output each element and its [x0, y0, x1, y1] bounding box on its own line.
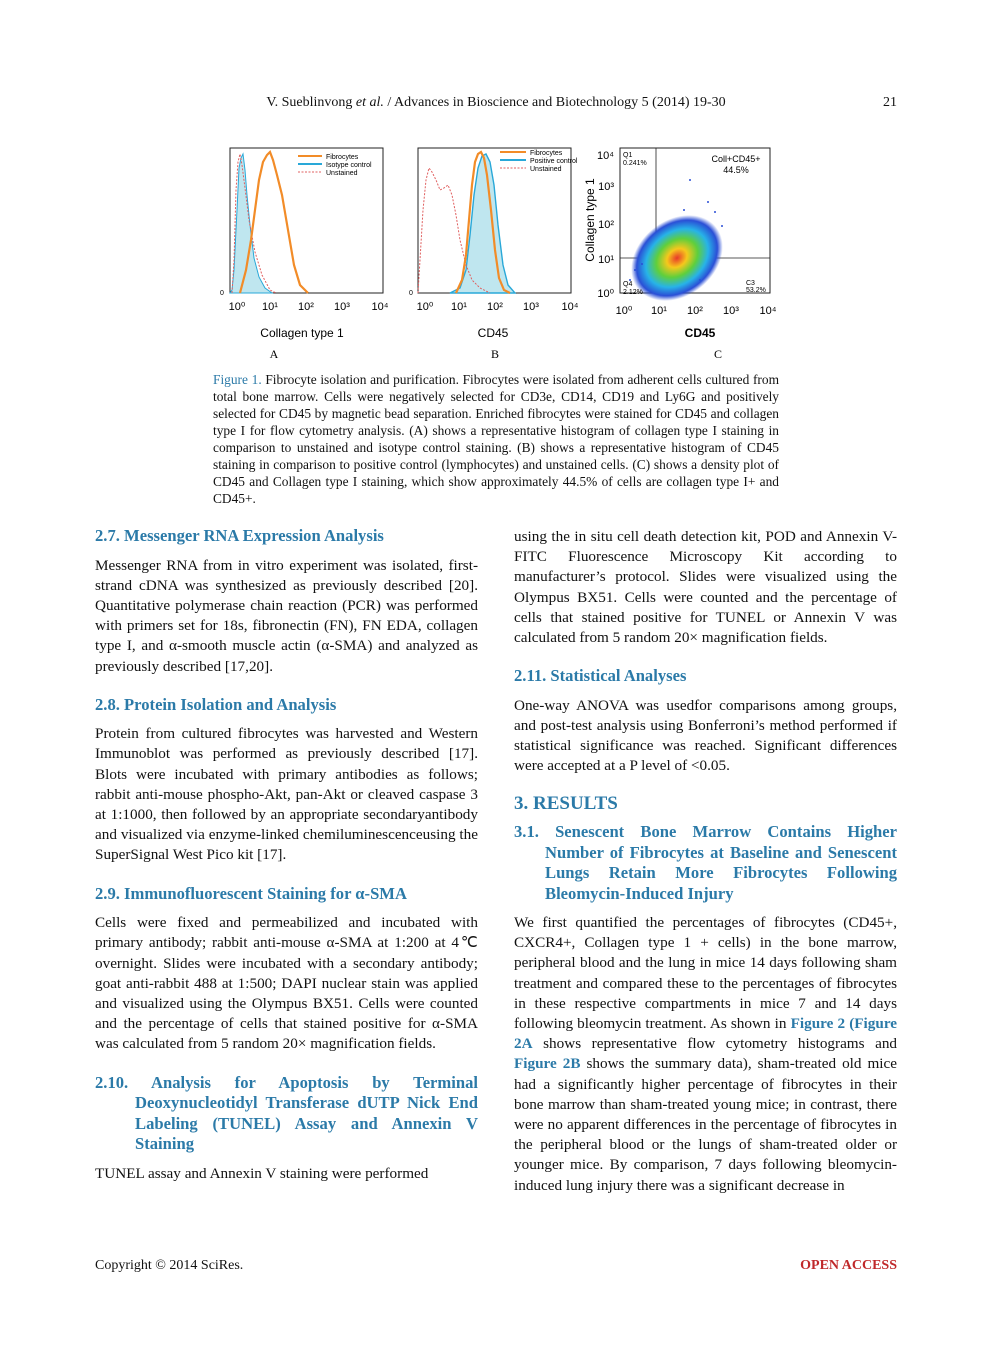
- figure-2a-link[interactable]: (Figure 2A: [514, 1015, 898, 1053]
- q2-label: Coll+CD45+: [711, 154, 761, 164]
- figure-svg: [210, 140, 790, 370]
- section-2-8-text: Protein from cultured fibrocytes was harvested and Western Immunoblot was performed as previously described [17]. Blots were incubated with primary antibodies as follows; rabbit anti-mouse phospho-Akt, pan-Akt or cleaved caspase 3 at 1:1000, then followed by an appropriate secondaryantibody and visualized via enzyme-linked chemiluminescenceusing the SuperSignal West Pico kit [17].: [95, 725, 478, 864]
- section-2-10-text-right: using the in situ cell death detection kit, POD and Annexin V-FITC Fluorescence Microscopy Kit according to manufacturer’s protocol. Slides were visualized using the Olympus BX51. Cells were counted and the percentage of cells that stained positive for TUNEL or Annexin V was calculated from 5 random 20× magnification fields.: [514, 528, 897, 647]
- figure-caption: [213, 371, 779, 507]
- legend-b-fibrocytes: Fibrocytes: [530, 150, 563, 157]
- section-2-10-title: 2.10. Analysis for Apoptosis by Terminal Deoxynucleotidyl Transferase dUTP Nick End Labeling (TUNEL) Assay and Annexin V Staining: [95, 1072, 478, 1154]
- panel-a-tick-2: 10²: [298, 301, 314, 313]
- dot: [707, 201, 709, 203]
- panel-c-letter: C: [713, 347, 723, 361]
- dot: [714, 211, 716, 213]
- dot: [683, 209, 685, 211]
- panel-a-tick-3: 10³: [334, 301, 350, 313]
- panel-a-y-zero: 0: [220, 290, 224, 297]
- panel-c: [583, 148, 777, 361]
- section-2-8-title: 2.8. Protein Isolation and Analysis: [95, 694, 337, 714]
- panel-b-tick-3: 10³: [523, 301, 539, 313]
- left-column: [95, 526, 478, 1184]
- section-2-7-text: Messenger RNA from in vitro experiment was isolated, first-strand cDNA was synthesized as previously described [20]. Quantitative polymerase chain reaction (PCR) was performed with primers set for 18s, fibronectin (FN), FN EDA, collagen type I, and α-smooth muscle actin (α-SMA) and analyzed as previously described [17,20].: [95, 556, 478, 675]
- panel-c-density-cloud: [614, 197, 740, 318]
- section-2-9-text: Cells were fixed and permeabilized and incubated with primary antibody; rabbit anti-mouse α-SMA at 1:200 at 4℃ overnight. Slides were incubated with a secondary antibody; goat anti-rabbit 488 at 1:500; DAPI nuclear stain was applied and visualized using the Olympus BX51. Cells were counted and the percentage of cells that stained positive for α-SMA was calculated from 5 random 20× magnification fields.: [95, 914, 478, 1053]
- panel-b-legend: [500, 150, 578, 173]
- dot: [721, 225, 723, 227]
- panel-b: [409, 148, 579, 361]
- panel-c-xtick-2: 10²: [687, 305, 703, 317]
- panel-c-xtick-4: 10⁴: [759, 305, 777, 317]
- footer: [95, 1258, 897, 1274]
- figure-1: [210, 140, 790, 370]
- legend-b-unstained: Unstained: [530, 166, 562, 173]
- panel-c-ytick-0: 10⁰: [597, 288, 614, 300]
- section-2-11-title: 2.11. Statistical Analyses: [514, 666, 687, 686]
- panel-b-tick-0: 10⁰: [416, 301, 434, 313]
- panel-b-xlabel: CD45: [477, 326, 509, 340]
- panel-c-ytick-3: 10³: [598, 181, 614, 193]
- copyright: Copyright © 2014 SciRes.: [95, 1258, 244, 1273]
- s31-text-b: shows representative flow cytometry histograms and: [543, 1035, 898, 1053]
- panel-a-legend: [298, 154, 372, 177]
- section-3-title: 3. RESULTS: [514, 792, 618, 814]
- section-2-7-title: 2.7. Messenger RNA Expression Analysis: [95, 526, 384, 545]
- panel-b-tick-2: 10²: [487, 301, 503, 313]
- running-title: V. Sueblinvong et al. / Advances in Bioscience and Biotechnology 5 (2014) 19-30: [266, 95, 726, 110]
- panel-a-tick-1: 10¹: [262, 301, 278, 313]
- panel-b-letter: B: [490, 347, 500, 361]
- section-2-10-text-left: TUNEL assay and Annexin V staining were performed: [95, 1164, 429, 1182]
- q1-value: 0.241%: [623, 160, 647, 167]
- section-2-9-title: 2.9. Immunofluorescent Staining for α-SMA: [95, 883, 407, 903]
- panel-a-isotype-curve: [230, 154, 272, 293]
- dot: [641, 263, 643, 265]
- q1-label: Q1: [623, 152, 633, 159]
- q2-value: 44.5%: [723, 165, 749, 175]
- legend-isotype: Isotype control: [326, 162, 372, 169]
- panel-a-tick-4: 10⁴: [371, 301, 389, 313]
- dot: [634, 269, 636, 271]
- panel-b-tick-1: 10¹: [451, 301, 467, 313]
- figure-2-link[interactable]: Figure 2: [790, 1015, 846, 1033]
- s31-text-a: We first quantified the percentages of fibrocytes (CD45+, CXCR4+, Collagen type 1 + cells) in the bone marrow, peripheral blood and the lung in mice 14 days following sham treatment and compared these to the percentages of fibrocytes in these respective compartments in mice 7 and 14 days following bleomycin treatment. As shown in: [514, 914, 897, 1033]
- panel-a-tick-0: 10⁰: [228, 301, 246, 313]
- panel-c-xlabel: CD45: [684, 326, 716, 340]
- panel-c-ylabel: Collagen type 1: [583, 178, 597, 262]
- panel-b-y-zero: 0: [409, 290, 413, 297]
- q3-label: C3: [746, 280, 755, 287]
- figure-2b-link[interactable]: Figure 2B: [514, 1055, 581, 1073]
- legend-b-control: Positive control: [530, 158, 578, 165]
- s31-text-c: shows the summary data), sham-treated old mice had a significantly higher percentage of fibrocytes in their bone marrow than sham-treated young mice; in contrast, there were no apparent differences in the percentage of fibrocytes in the peripheral blood or the lungs of sham-treated older or younger mice. By comparison, 7 days following bleomycin-induced lung injury there was a significant decrease in: [514, 1055, 897, 1194]
- q3-value: 53.2%: [746, 287, 766, 294]
- q4-label: Q4: [623, 281, 633, 288]
- panel-b-control-curve: [450, 154, 515, 293]
- legend-fibrocytes: Fibrocytes: [326, 154, 359, 161]
- page-number: 21: [883, 95, 897, 110]
- dot: [699, 279, 701, 281]
- caption-label: Figure 1.: [213, 372, 262, 387]
- panel-c-xtick-0: 10⁰: [615, 305, 633, 317]
- section-3-1-title: 3.1. Senescent Bone Marrow Contains Higher Number of Fibrocytes at Baseline and Senescent Lungs Retain More Fibrocytes Following Bleomycin-Induced Injury: [514, 822, 897, 903]
- panel-c-xtick-3: 10³: [723, 305, 739, 317]
- right-column: [514, 527, 897, 1196]
- panel-a-xlabel: Collagen type 1: [260, 326, 344, 340]
- panel-c-ytick-2: 10²: [598, 219, 614, 231]
- open-access-badge: OPEN ACCESS: [800, 1258, 897, 1273]
- legend-unstained: Unstained: [326, 170, 358, 177]
- panel-a: [220, 148, 389, 361]
- panel-c-ytick-4: 10⁴: [597, 150, 614, 162]
- panel-c-xtick-1: 10¹: [651, 305, 667, 317]
- caption-text: Fibrocyte isolation and purification. Fibrocytes were isolated from adherent cells cultured from total bone marrow. Cells were negatively selected for CD3e, CD14, CD19 and Ly6G and positively selected for CD45 by magnetic bead separation. Enriched fibrocytes were stained for CD45 and collagen type I for flow cytometry analysis. (A) shows a representative histogram of collagen type I staining in comparison to unstained and isotype control staining. (B) shows a representative histogram of CD45 staining in comparison to positive control (lymphocytes) and unstained cells. (C) shows a density plot of CD45 and Collagen type I staining, which show approximately 44.5% of cells are collagen type I+ and CD45+.: [213, 372, 779, 506]
- q4-value: 2.12%: [623, 289, 643, 296]
- panel-b-tick-4: 10⁴: [561, 301, 579, 313]
- section-2-11-text: One-way ANOVA was usedfor comparisons among groups, and post-test analysis using Bonferroni’s method performed if statistical significance was reached. Significant differences were accepted at a P level of <0.05.: [514, 696, 897, 775]
- panel-a-letter: A: [269, 347, 279, 361]
- dot: [689, 179, 691, 181]
- section-3-1-text: [514, 913, 897, 1196]
- panel-c-ytick-1: 10¹: [598, 254, 614, 266]
